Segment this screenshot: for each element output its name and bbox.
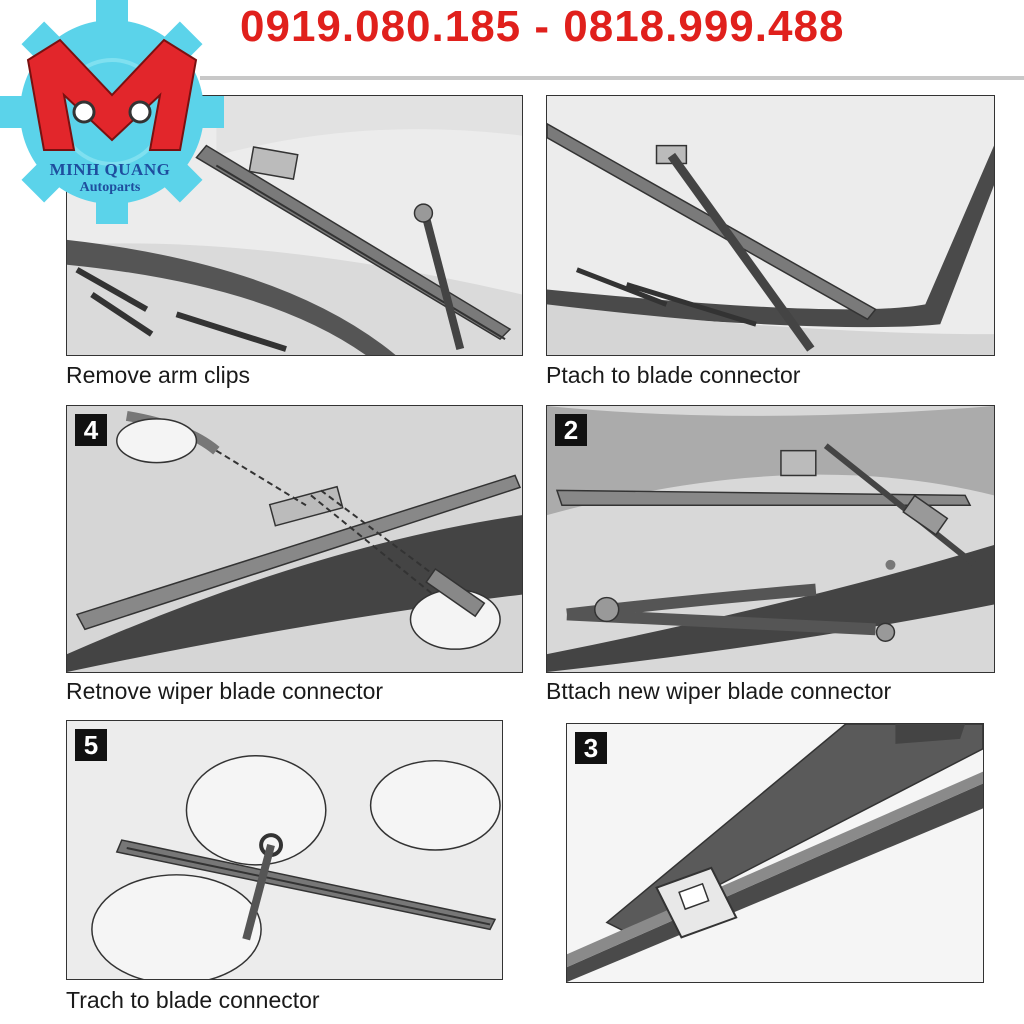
phone-numbers: 0919.080.185 - 0818.999.488 xyxy=(240,2,845,51)
panel-clip-closeup xyxy=(566,723,984,983)
caption-attach-blade-connector: Ptach to blade connector xyxy=(546,362,801,388)
panel-attach-to-blade-connector xyxy=(66,720,503,980)
caption-attach-to-blade-connector: Trach to blade connector xyxy=(66,987,320,1013)
minh-quang-logo xyxy=(0,0,230,230)
caption-attach-new-wiper-blade-connector: Bttach new wiper blade connector xyxy=(546,678,892,704)
step-badge: 2 xyxy=(555,414,587,446)
wiper-illustration-4 xyxy=(547,406,994,672)
step-badge: 3 xyxy=(575,732,607,764)
wiper-illustration-2 xyxy=(547,96,994,355)
caption-remove-arm-clips: Remove arm clips xyxy=(66,362,251,388)
wiper-illustration-5 xyxy=(67,721,502,979)
wiper-illustration-3 xyxy=(67,406,522,672)
brand-subtitle: Autoparts xyxy=(79,180,141,195)
wiper-illustration-6 xyxy=(567,724,983,982)
caption-remove-wiper-blade-connector: Retnove wiper blade connector xyxy=(66,678,384,704)
brand-name: MINH QUANG xyxy=(49,160,171,179)
header-divider xyxy=(200,76,1024,80)
step-badge: 4 xyxy=(75,414,107,446)
step-badge: 5 xyxy=(75,729,107,761)
panel-attach-blade-connector xyxy=(546,95,995,356)
panel-attach-new-wiper-blade-connector xyxy=(546,405,995,673)
panel-remove-wiper-blade-connector xyxy=(66,405,523,673)
